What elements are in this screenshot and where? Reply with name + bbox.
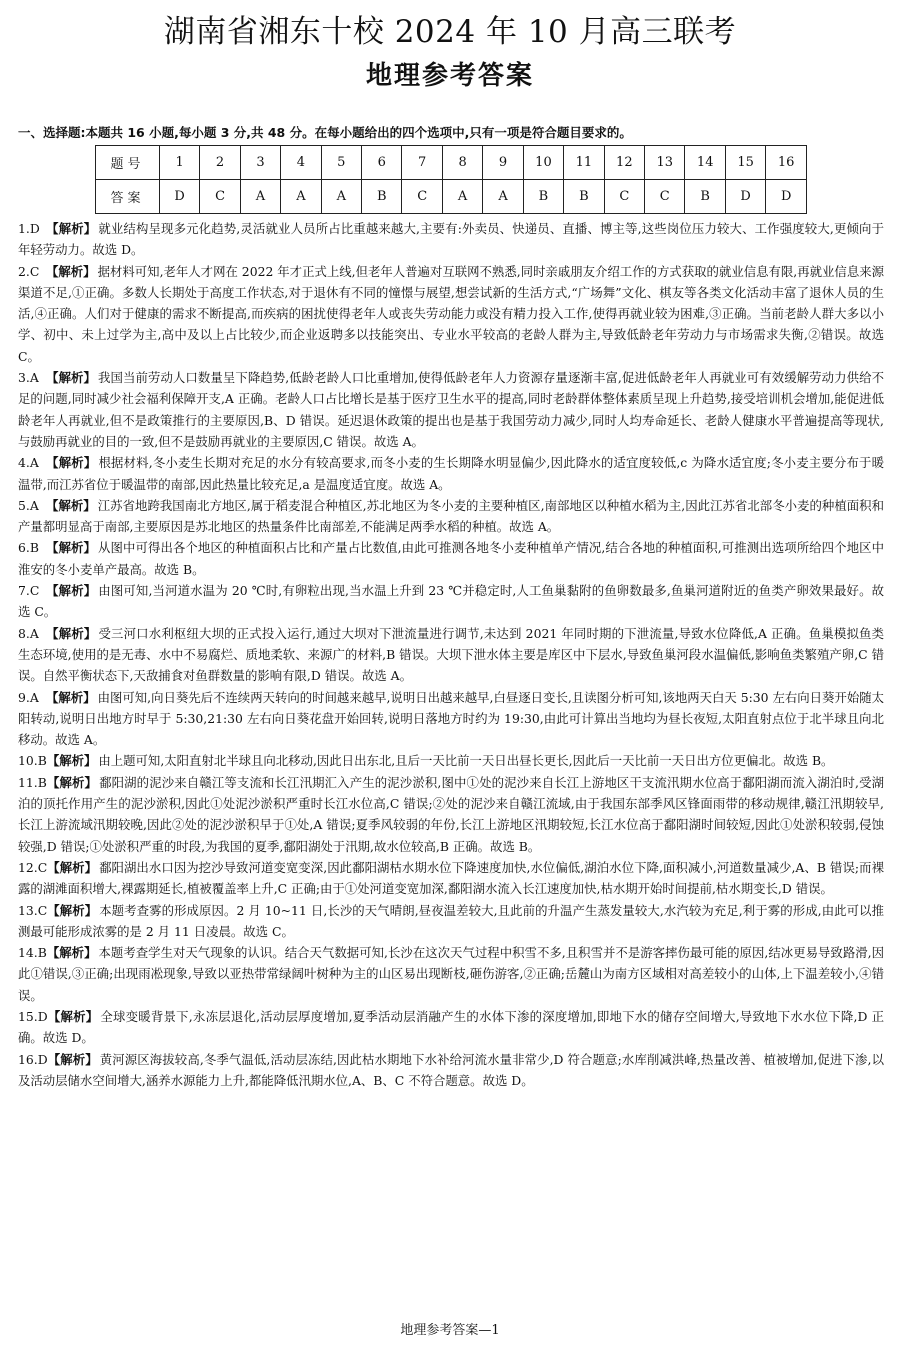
answer-cell: B	[362, 180, 402, 214]
item-tag: 【解析】	[46, 455, 97, 471]
question-number-cell: 15	[725, 146, 765, 180]
item-number: 4.A	[18, 455, 39, 471]
explanation-item	[18, 857, 884, 900]
explanation-item	[18, 1049, 884, 1092]
answer-cell: A	[240, 180, 280, 214]
item-number: 16.D	[18, 1051, 48, 1067]
row-label-question: 题号	[96, 146, 160, 180]
item-text: 就业结构呈现多元化趋势,灵活就业人员所占比重越来越大,主要有:外卖员、快递员、直播、博主等,这些岗位压力较大、工作强度较大,更倾向于年轻劳动力。故选 D。	[18, 221, 884, 258]
explanation-item	[18, 942, 884, 1006]
question-number-cell: 2	[200, 146, 240, 180]
item-text: 鄱阳湖的泥沙来自赣江等支流和长江汛期汇入产生的泥沙淤积,图中①处的泥沙来自长江上游地区干支流汛期水位高于鄱阳湖而流入湖泊时,受湖泊的顶托作用产生的泥沙淤积,因此①处泥沙淤积严重时长江水位高,C 错误;②处的泥沙来自赣江流域,由于我国东部季风区锋面雨带的移动规律,赣江汛期较早,长江上游流域汛期较晚,因此②处的泥沙淤积早于①处,A 错误;夏季风较弱的年份,长江上游地区汛期较短,长江水位高于鄱阳湖时间较短,因此①处淤积较弱,侵蚀较强,D 错误;①处淤积严重的时段,为我国的夏季,鄱阳湖处于汛期,故水位较高,B 正确。故选 B。	[18, 774, 884, 854]
item-tag: 【解析】	[46, 497, 96, 513]
question-number-cell: 6	[362, 146, 402, 180]
answer-cell: C	[200, 180, 240, 214]
question-number-cell: 3	[240, 146, 280, 180]
item-text: 受三河口水利枢纽大坝的正式投入运行,通过大坝对下泄流量进行调节,未达到 2021 年同时期的下泄流量,导致水位降低,A 正确。鱼巢模拟鱼类生态环境,使用的是无毒、水中不易腐烂、质地柔软、来源广的材料,B 错误。大坝下泄水体主要是库区中下层水,导致鱼巢河段水温偏低,影响鱼类繁殖产卵,C 错误。自然平衡状态下,天敌捕食对鱼群数量的影响有限,D 错误。故选 A。	[18, 625, 884, 684]
explanation-item	[18, 218, 884, 261]
item-tag: 【解析】	[46, 945, 97, 961]
item-number: 5.A	[18, 497, 39, 513]
explanation-item	[18, 580, 884, 623]
answer-table	[95, 145, 807, 214]
item-number: 8.A	[18, 625, 39, 641]
item-text: 本题考查雾的形成原因。2 月 10~11 日,长沙的天气晴朗,昼夜温差较大,且此前的升温产生蒸发量较大,水汽较为充足,利于雾的形成,由此可以推测最可能形成浓雾的是 2 月 11 日凌晨。故选 C。	[18, 902, 885, 939]
explanation-item	[18, 367, 884, 452]
answer-cell: C	[645, 180, 685, 214]
item-text: 我国当前劳动人口数量呈下降趋势,低龄老龄人口比重增加,使得低龄老年人力资源存量逐渐丰富,促进低龄老年人再就业可有效缓解劳动力供给不足的问题,同时减少社会福利保障开支,A 正确。老龄人口占比增长是基于医疗卫生水平的提高,同时老龄群体整体素质呈现上升趋势,接受培训机会增加,能促进低龄老年人再就业,但不是政策推行的主要原因,B、D 错误。延迟退休政策的提出也是基于我国劳动力减少,同时人均寿命延长、老龄人健康水平普遍提高等现状,与鼓励再就业的目的一致,但不是鼓励再就业的主要原因,C 错误。故选 A。	[18, 370, 884, 449]
section-heading: 一、选择题:本题共 16 小题,每小题 3 分,共 48 分。在每小题给出的四个选项中,只有一项是符合题目要求的。	[18, 125, 632, 140]
item-tag: 【解析】	[47, 859, 98, 875]
item-text: 从图中可得出各个地区的种植面积占比和产量占比数值,由此可推测各地冬小麦种植单产情况,结合各地的种植面积,可推测出选项所给四个地区中淮安的冬小麦单产最高。故选 B。	[18, 540, 884, 577]
item-text: 鄱阳湖出水口因为挖沙导致河道变宽变深,因此鄱阳湖枯水期水位下降速度加快,水位偏低,湖泊水位下降,面积减小,河道数量减少,A、B 错误;而裸露的湖滩面积增大,裸露期延长,植被覆盖率上升,C 正确;由于①处河道变宽加深,鄱阳湖水流入长江速度加快,枯水期开始时间提前,枯水期变长,D 错误。	[18, 859, 884, 897]
item-tag: 【解析】	[46, 263, 96, 279]
item-tag: 【解析】	[47, 1008, 99, 1024]
item-tag: 【解析】	[46, 689, 96, 705]
answer-cell: B	[564, 180, 604, 214]
item-number: 3.A	[18, 370, 39, 386]
question-number-cell: 1	[159, 146, 199, 180]
answer-cell: A	[483, 180, 523, 214]
explanation-item	[18, 772, 884, 857]
item-text: 全球变暖背景下,永冻层退化,活动层厚度增加,夏季活动层消融产生的水体下渗的深度增加,即地下水的储存空间增大,导致地下水水位下降,D 正确。故选 D。	[18, 1008, 884, 1046]
item-tag: 【解析】	[47, 902, 98, 918]
answer-cell: C	[604, 180, 644, 214]
answer-cell: C	[402, 180, 442, 214]
item-tag: 【解析】	[46, 774, 98, 790]
page-subtitle: 地理参考答案	[365, 61, 534, 91]
question-number-cell: 7	[402, 146, 442, 180]
explanation-item	[18, 452, 884, 495]
item-tag: 【解析】	[46, 583, 97, 599]
answer-cell: A	[442, 180, 482, 214]
explanation-list	[18, 218, 884, 1091]
question-number-cell: 9	[483, 146, 523, 180]
item-number: 7.C	[18, 583, 40, 599]
item-number: 2.C	[18, 263, 40, 279]
explanation-item	[18, 1006, 884, 1049]
question-number-cell: 5	[321, 146, 361, 180]
item-tag: 【解析】	[46, 221, 97, 236]
item-number: 9.A	[18, 689, 39, 705]
explanation-item	[18, 495, 884, 538]
row-label-answer: 答案	[96, 180, 160, 214]
explanation-item	[18, 537, 884, 580]
item-text: 由图可知,向日葵先后不连续两天转向的时间越来越早,说明日出越来越早,白昼逐日变长,且读图分析可知,该地两天白天 5:30 左右向日葵开始随太阳转动,说明日出地方时早于 5:30,21:30 左右向日葵花盘开始回转,说明日落地方时约为 19:30,由此可计算出当地均为昼长夜短,太阳直射点位于北半球且向北移动。故选 A。	[18, 689, 885, 748]
item-text: 黄河源区海拔较高,冬季气温低,活动层冻结,因此枯水期地下水补给河流水量非常少,D 符合题意;水库削减洪峰,热量改善、植被增加,促进下渗,以及活动层储水空间增大,涵养水源能力上升,都能降低汛期水位,A、B、C 不符合题意。故选 D。	[18, 1051, 884, 1088]
explanation-item	[18, 623, 884, 687]
item-number: 15.D	[18, 1008, 48, 1024]
answer-cell: A	[321, 180, 361, 214]
explanation-item	[18, 900, 884, 943]
question-number-row	[96, 146, 807, 180]
answer-cell: D	[159, 180, 199, 214]
question-number-cell: 11	[564, 146, 604, 180]
item-tag: 【解析】	[46, 540, 97, 556]
answer-row	[96, 180, 807, 214]
item-number: 10.B	[18, 753, 47, 769]
item-tag: 【解析】	[46, 370, 97, 386]
item-number: 13.C	[18, 902, 48, 918]
answer-cell: A	[281, 180, 321, 214]
item-number: 6.B	[18, 540, 39, 556]
explanation-item	[18, 687, 884, 751]
item-tag: 【解析】	[46, 753, 97, 769]
item-tag: 【解析】	[46, 625, 97, 641]
answer-cell: B	[685, 180, 725, 214]
item-text: 据材料可知,老年人才网在 2022 年才正式上线,但老年人普遍对互联网不熟悉,同时亲戚朋友介绍工作的方式获取的就业信息有限,再就业信息来源渠道不足,①正确。多数人长期处于高度工作状态,对于退休有不同的憧憬与展望,想尝试新的生活方式,“广场舞”文化、棋友等各类文化活动丰富了退休人员的生活,④正确。人们对于健康的需求不断提高,而疾病的困扰使得老年人或丧失劳动能力或没有精力投入工作,使得再就业较为困难,③正确。当前老龄人群大多以小学、初中、未上过学为主,高中及以上占比较少,而企业返聘多以技能突出、专业水平较高的老龄人群为主,导致低龄老年劳动力与市场需求失衡,②错误。故选 C。	[18, 263, 885, 364]
answer-cell: B	[523, 180, 563, 214]
page-title: 湖南省湘东十校 2024 年 10 月高三联考	[163, 14, 737, 50]
question-number-cell: 14	[685, 146, 725, 180]
answer-cell: D	[725, 180, 765, 214]
question-number-cell: 10	[523, 146, 563, 180]
answer-cell: D	[766, 180, 807, 214]
question-number-cell: 8	[442, 146, 482, 180]
explanation-item	[18, 261, 884, 367]
item-number: 1.D	[18, 221, 40, 236]
explanation-item	[18, 750, 884, 771]
item-text: 本题考查学生对天气现象的认识。结合天气数据可知,长沙在这次天气过程中积雪不多,且积雪并不是游客摔伤最可能的原因,结冰更易导致路滑,因此①错误,③正确;出现雨凇现象,导致以亚热带常绿阔叶树种为主的山区易出现断枝,砸伤游客,②正确;岳麓山为南方区域相对高差较小的山体,上下温差较小,④错误。	[18, 945, 884, 1003]
question-number-cell: 4	[281, 146, 321, 180]
item-text: 由图可知,当河道水温为 20 ℃时,有卵粒出现,当水温上升到 23 ℃并稳定时,人工鱼巢黏附的鱼卵数最多,鱼巢河道附近的鱼类产卵效果最好。故选 C。	[18, 583, 885, 620]
page-footer: 地理参考答案—1	[400, 1323, 500, 1338]
question-number-cell: 16	[766, 146, 807, 180]
question-number-cell: 13	[645, 146, 685, 180]
item-number: 12.C	[18, 859, 48, 875]
item-text: 由上题可知,太阳直射北半球且向北移动,因此日出东北,且后一天比前一天日出昼长更长,因此后一天比前一天日出方位更偏北。故选 B。	[98, 753, 834, 769]
item-text: 江苏省地跨我国南北方地区,属于稻麦混合种植区,苏北地区为冬小麦的主要种植区,南部地区以种植水稻为主,因此江苏省北部冬小麦的种植面积和产量都明显高于南部,主要原因是苏北地区的热量条件比南部差,不能满足两季水稻的种植。故选 A。	[18, 497, 885, 535]
item-number: 14.B	[18, 945, 47, 961]
item-text: 根据材料,冬小麦生长期对充足的水分有较高要求,而冬小麦的生长期降水明显偏少,因此降水的适宜度较低,c 为降水适宜度;冬小麦主要分布于暖温带,而江苏省位于暖温带的南部,因此热量比较充足,a 是温度适宜度。故选 A。	[18, 455, 885, 492]
item-number: 11.B	[18, 774, 47, 790]
question-number-cell: 12	[604, 146, 644, 180]
item-tag: 【解析】	[47, 1051, 98, 1067]
